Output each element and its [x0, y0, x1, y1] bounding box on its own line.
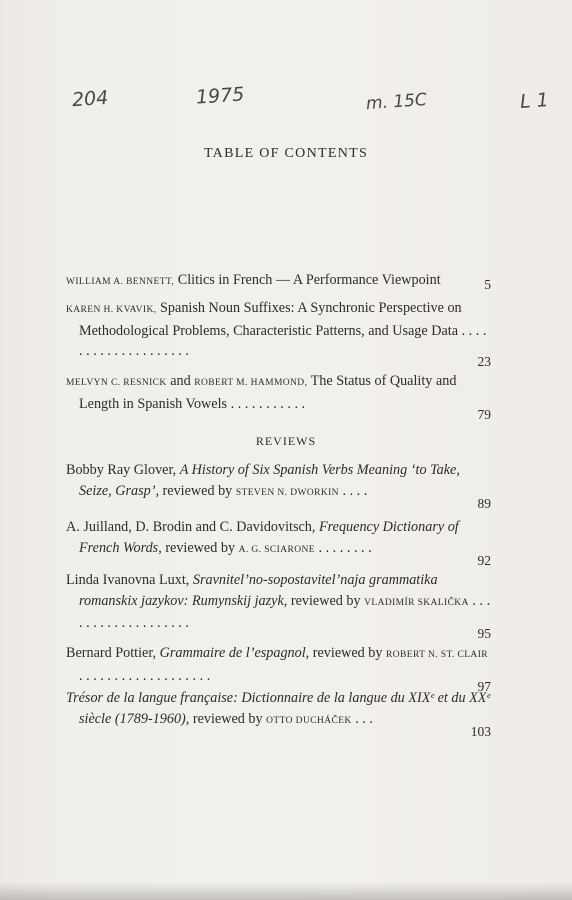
review-author: Bernard Pottier, — [66, 645, 157, 661]
reviewer: STEVEN N. DWORKIN — [235, 487, 339, 498]
review-title: Grammaire de l’espagnol, — [159, 645, 310, 661]
entry-author: WILLIAM A. BENNETT, — [66, 277, 175, 287]
dot-leader: . . . . . . . . . . . . . . . . . . . — [79, 592, 491, 631]
reviewer: OTTO DUCHÁČEK — [266, 715, 352, 726]
page-edge-shadow — [0, 882, 572, 900]
entry-conjunction: and — [170, 373, 191, 389]
entry-author-2: ROBERT M. HAMMOND, — [194, 378, 308, 388]
review-author: Linda Ivanovna Luxt, — [66, 572, 190, 588]
review-entry — [66, 570, 491, 641]
toc-entry — [66, 270, 491, 293]
entry-title: Clitics in French — A Performance Viewpoint — [177, 272, 441, 288]
page-number: 103 — [470, 723, 491, 739]
reviewed-by: reviewed by — [162, 482, 233, 499]
review-title: Frequency Dictionary of French Words, — [79, 519, 459, 556]
page-number: 5 — [484, 277, 491, 292]
dot-leader: . . . . . . . . . . . — [230, 395, 306, 412]
review-entry — [66, 460, 491, 511]
reviewed-by: reviewed by — [192, 710, 263, 727]
review-title: A History of Six Spanish Verbs Meaning ‘to Take, Seize, Grasp’, — [79, 462, 460, 499]
review-title: Sravnitel’no-sopostavitel’naja grammatika romanskix jazykov: Rumynskij jazyk, — [79, 572, 438, 609]
reviewer: ROBERT N. ST. CLAIR — [386, 650, 488, 660]
page-number: 23 — [477, 354, 491, 369]
entry-author: KAREN H. KVAVIK, — [66, 305, 157, 315]
page-number: 97 — [477, 678, 491, 694]
reviewed-by: reviewed by — [312, 645, 383, 661]
dot-leader: . . . . . . . . — [318, 539, 372, 556]
entry-title: Spanish Noun Suffixes: A Synchronic Perspective on Methodological Problems, Characteristic Patterns, and Usage Data — [79, 300, 462, 339]
entry-author: MELVYN C. RESNICK — [66, 378, 167, 388]
reviewer: A. G. SCIARONE — [238, 544, 315, 555]
reviewed-by: reviewed by — [165, 539, 236, 556]
review-title: Trésor de la langue française: Dictionnaire de la langue du XIXᵉ et du XXᵉ siècle (1789-1960), — [66, 690, 491, 727]
page-number: 92 — [477, 552, 491, 568]
page-title: TABLE OF CONTENTS — [203, 146, 369, 161]
section-heading: REVIEWS — [255, 434, 317, 448]
dot-leader: . . . — [355, 710, 373, 727]
review-author: A. Juilland, D. Brodin and C. Davidovitsch, — [66, 519, 316, 535]
dot-leader: . . . . . . . . . . . . . . . . . . . . — [79, 322, 487, 359]
reviewer: VLADIMÍR SKALIČKA — [364, 597, 469, 608]
page-number: 79 — [477, 406, 491, 422]
dot-leader: . . . . — [342, 482, 368, 499]
reviewed-by: reviewed by — [290, 592, 361, 609]
review-author: Bobby Ray Glover, — [66, 462, 177, 478]
review-entry — [66, 688, 491, 739]
page-number: 95 — [477, 626, 491, 641]
review-entry — [66, 643, 491, 694]
handwritten-note: m. 15C — [365, 89, 428, 115]
page-number: 89 — [477, 495, 491, 511]
handwritten-note: 1975 — [195, 83, 246, 109]
toc-entry — [66, 298, 491, 369]
toc-entry — [66, 371, 491, 422]
review-entry — [66, 517, 491, 568]
dot-leader: . . . . . . . . . . . . . . . . . . . — [79, 667, 211, 684]
entry-title: The Status of Quality and Length in Spanish Vowels — [79, 373, 457, 412]
handwritten-note: L 1 — [519, 89, 550, 113]
handwritten-note: 204 — [71, 86, 109, 112]
